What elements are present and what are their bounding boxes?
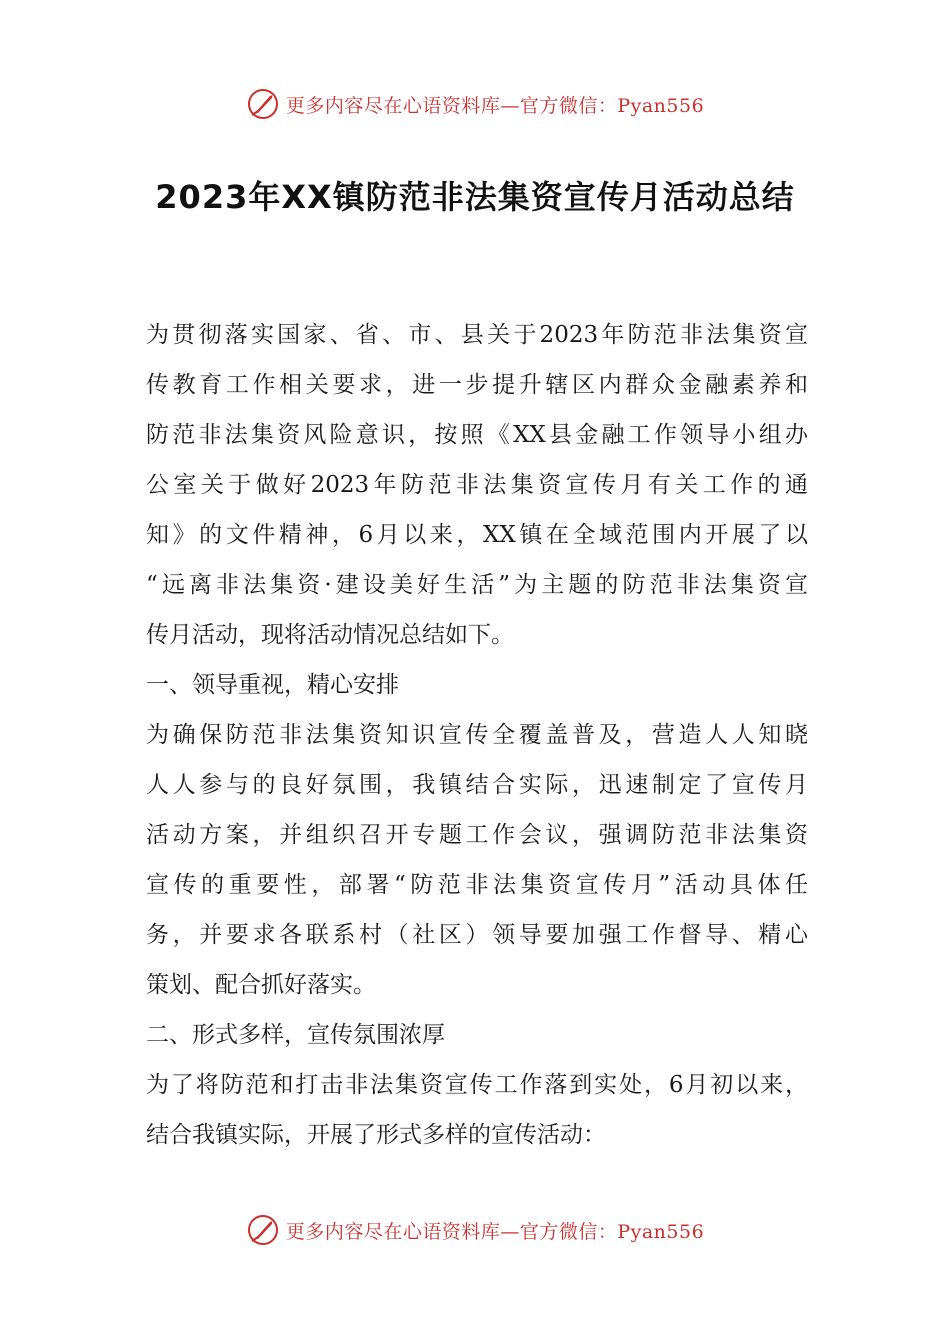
header-banner [0,84,950,124]
paragraph-line: 公室关于做好2023年防范非法集资宣传月有关工作的通 [146,472,808,498]
header-banner-text: 更多内容尽在心语资料库—官方微信：Pyan556 [285,94,705,117]
paragraph-line: 为贯彻落实国家、省、市、县关于2023年防范非法集资宣 [146,322,808,348]
page-title: 2023年XX镇防范非法集资宣传月活动总结 [155,178,795,216]
paragraph-line: 防范非法集资风险意识，按照《XX县金融工作领导小组办 [146,422,808,448]
paragraph-line: 宣传的重要性，部署“防范非法集资宣传月”活动具体任 [146,872,808,898]
paragraph-line: 策划、配合抓好落实。 [146,972,376,998]
document-body [146,310,808,1160]
quill-logo-icon [246,87,280,121]
paragraph-line: “远离非法集资·建设美好生活”为主题的防范非法集资宣 [146,572,808,598]
footer-banner [0,1210,950,1250]
paragraph-line: 务，并要求各联系村（社区）领导要加强工作督导、精心 [146,922,808,948]
section-heading: 一、领导重视，精心安排 [146,672,399,698]
quill-logo-icon [246,1213,280,1247]
paragraph-line: 传教育工作相关要求，进一步提升辖区内群众金融素养和 [146,372,808,398]
paragraph-line: 传月活动，现将活动情况总结如下。 [146,622,514,648]
paragraph-line: 活动方案，并组织召开专题工作会议，强调防范非法集资 [146,822,808,848]
footer-banner-text: 更多内容尽在心语资料库—官方微信：Pyan556 [285,1220,705,1243]
paragraph-line: 为确保防范非法集资知识宣传全覆盖普及，营造人人知晓 [146,722,808,748]
paragraph-line: 为了将防范和打击非法集资宣传工作落到实处，6月初以来， [146,1072,808,1098]
paragraph-line: 结合我镇实际，开展了形式多样的宣传活动： [146,1122,606,1148]
paragraph-line: 知》的文件精神，6月以来，XX镇在全域范围内开展了以 [146,522,808,548]
section-heading: 二、形式多样，宣传氛围浓厚 [146,1022,445,1048]
paragraph-line: 人人参与的良好氛围，我镇结合实际，迅速制定了宣传月 [146,772,808,798]
